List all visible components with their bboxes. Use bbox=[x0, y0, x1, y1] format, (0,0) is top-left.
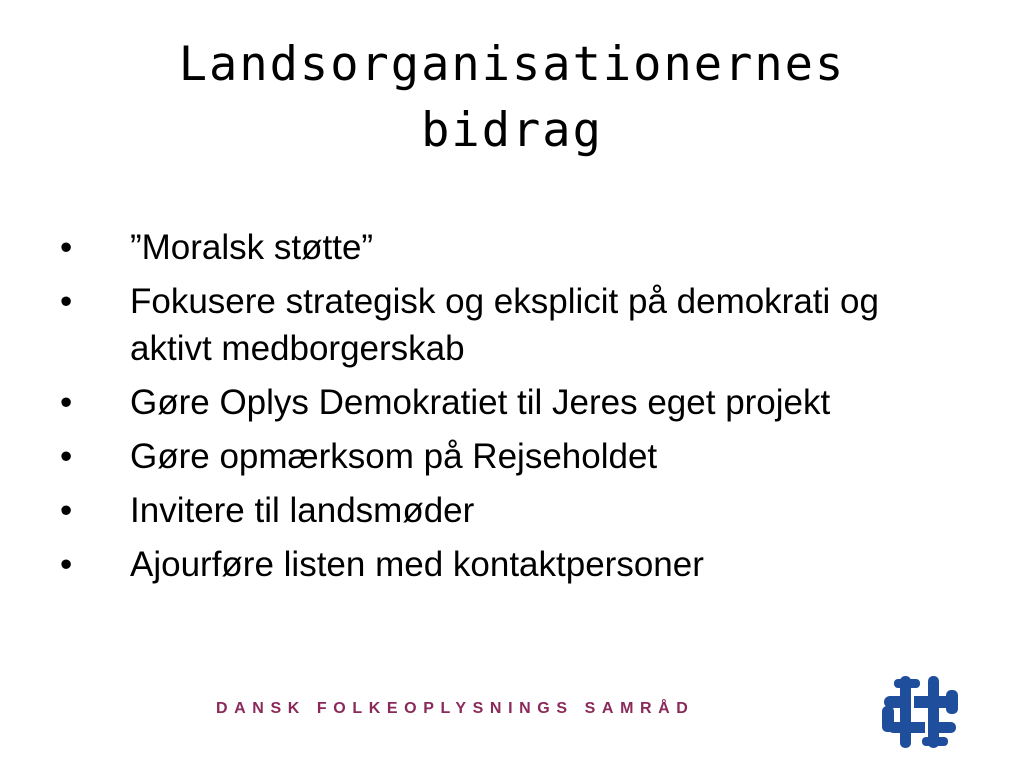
bullet-text: Gøre opmærksom på Rejseholdet bbox=[130, 437, 658, 476]
bullet-text: Gøre Oplys Demokratiet til Jeres eget projekt bbox=[130, 383, 831, 422]
bullet-marker: • bbox=[60, 437, 73, 476]
slide-title-line-2: bidrag bbox=[421, 103, 603, 158]
bullet-text: Ajourføre listen med kontaktpersoner bbox=[130, 545, 704, 584]
bullet-marker: • bbox=[60, 282, 73, 321]
bullet-item bbox=[58, 541, 938, 588]
bullet-marker: • bbox=[60, 491, 73, 530]
dfs-woven-logo-icon bbox=[882, 676, 960, 748]
bullet-text: Fokusere strategisk og eksplicit på demokrati og aktivt medborgerskab bbox=[130, 282, 879, 368]
bullet-marker: • bbox=[60, 383, 73, 422]
bullet-text: ”Moralsk støtte” bbox=[130, 228, 374, 267]
bullet-marker: • bbox=[60, 545, 73, 584]
bullet-text: Invitere til landsmøder bbox=[130, 491, 475, 530]
bullet-item bbox=[58, 379, 938, 426]
bullet-list bbox=[58, 224, 938, 595]
bullet-marker: • bbox=[60, 228, 73, 267]
bullet-item bbox=[58, 224, 938, 271]
bullet-item bbox=[58, 278, 938, 372]
slide-title-line-1: Landsorganisationernes bbox=[178, 37, 846, 92]
bullet-item bbox=[58, 433, 938, 480]
footer-organization-name: DANSK FOLKEOPLYSNINGS SAMRÅD bbox=[216, 700, 695, 717]
bullet-item bbox=[58, 487, 938, 534]
slide-title bbox=[0, 32, 1024, 164]
